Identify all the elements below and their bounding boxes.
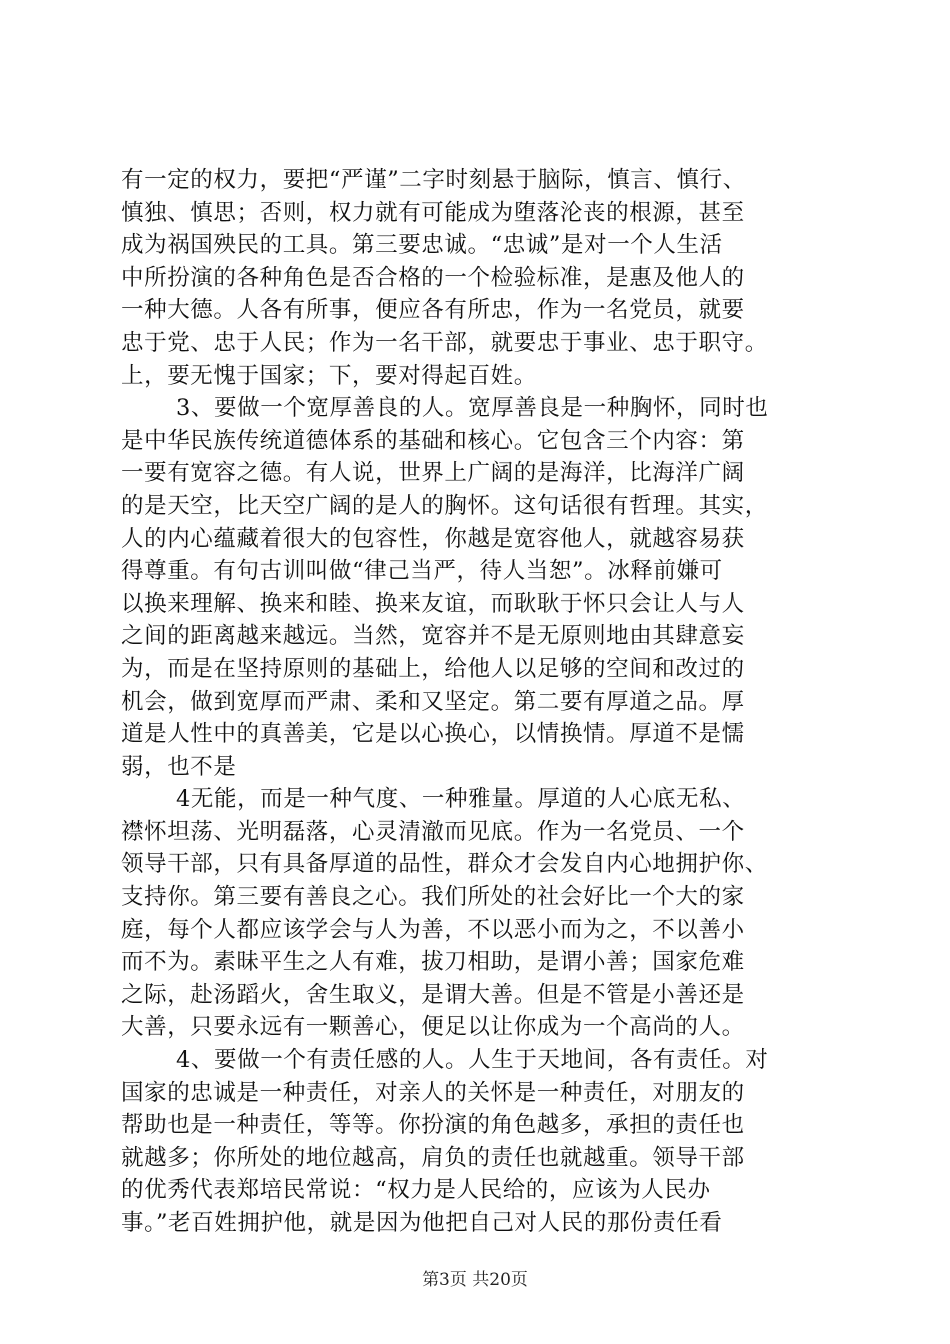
document-body (121, 164, 833, 1240)
text-line: 人的内心蕴藏着很大的包容性，你越是宽容他人，就越容易获 (121, 525, 745, 552)
text-line: 一要有宽容之德。有人说，世界上广阔的是海洋，比海洋广阔 (121, 460, 745, 487)
text-line: 之际，赴汤蹈火，舍生取义，是谓大善。但是不管是小善还是 (121, 981, 745, 1008)
text-line: 慎独、慎思；否则，权力就有可能成为堕落沦丧的根源，甚至 (121, 199, 745, 226)
text-line: 庭，每个人都应该学会与人为善，不以恶小而为之，不以善小 (121, 916, 745, 943)
text-line: 忠于党、忠于人民；作为一名干部，就要忠于事业、忠于职守。 (121, 329, 768, 356)
text-line: 的是天空，比天空广阔的是人的胸怀。这句话很有哲理。其实， (121, 492, 768, 519)
text-line: 领导干部，只有具备厚道的品性，群众才会发自内心地拥护你、 (121, 851, 768, 878)
text-line: 机会，做到宽厚而严肃、柔和又坚定。第二要有厚道之品。厚 (121, 688, 745, 715)
text-line: 中所扮演的各种角色是否合格的一个检验标准，是惠及他人的 (121, 264, 745, 291)
text-line: 得尊重。有句古训叫做“律己当严，待人当恕”。冰释前嫌可 (121, 558, 723, 585)
page-number-footer: 第3页 共20页 (422, 1270, 528, 1290)
text-line: 弱，也不是 (121, 753, 237, 780)
text-line: 襟怀坦荡、光明磊落，心灵清澈而见底。作为一名党员、一个 (121, 818, 745, 845)
text-line: 的优秀代表郑培民常说：“权力是人民给的，应该为人民办 (121, 1177, 711, 1204)
text-line: 是中华民族传统道德体系的基础和核心。它包含三个内容：第 (121, 427, 745, 454)
text-line: 之间的距离越来越远。当然，宽容并不是无原则地由其肆意妄 (121, 623, 745, 650)
text-line: 成为祸国殃民的工具。第三要忠诚。“忠诚”是对一个人生活 (121, 232, 723, 259)
text-line: 3、要做一个宽厚善良的人。宽厚善良是一种胸怀，同时也 (176, 395, 769, 422)
text-line: 一种大德。人各有所事，便应各有所忠，作为一名党员，就要 (121, 297, 745, 324)
text-line: 道是人性中的真善美，它是以心换心，以情换情。厚道不是懦 (121, 721, 745, 748)
text-line: 就越多；你所处的地位越高，肩负的责任也就越重。领导干部 (121, 1144, 745, 1171)
text-line: 支持你。第三要有善良之心。我们所处的社会好比一个大的家 (121, 884, 745, 911)
text-line: 大善，只要永远有一颗善心，便足以让你成为一个高尚的人。 (121, 1014, 745, 1041)
text-line: 为，而是在坚持原则的基础上，给他人以足够的空间和改过的 (121, 655, 745, 682)
text-line: 以换来理解、换来和睦、换来友谊，而耿耿于怀只会让人与人 (121, 590, 745, 617)
text-line: 事。”老百姓拥护他，就是因为他把自己对人民的那份责任看 (121, 1210, 723, 1236)
text-line: 有一定的权力，要把“严谨”二字时刻悬于脑际，慎言、慎行、 (121, 167, 746, 193)
text-line: 国家的忠诚是一种责任，对亲人的关怀是一种责任，对朋友的 (121, 1079, 745, 1106)
text-line: 帮助也是一种责任，等等。你扮演的角色越多，承担的责任也 (121, 1112, 745, 1139)
text-line: 4无能，而是一种气度、一种雅量。厚道的人心底无私、 (176, 786, 746, 813)
text-line: 而不为。素昧平生之人有难，拔刀相助，是谓小善；国家危难 (121, 949, 745, 976)
text-line: 上，要无愧于国家；下，要对得起百姓。 (121, 362, 537, 389)
text-line: 4、要做一个有责任感的人。人生于天地间，各有责任。对 (176, 1047, 769, 1074)
